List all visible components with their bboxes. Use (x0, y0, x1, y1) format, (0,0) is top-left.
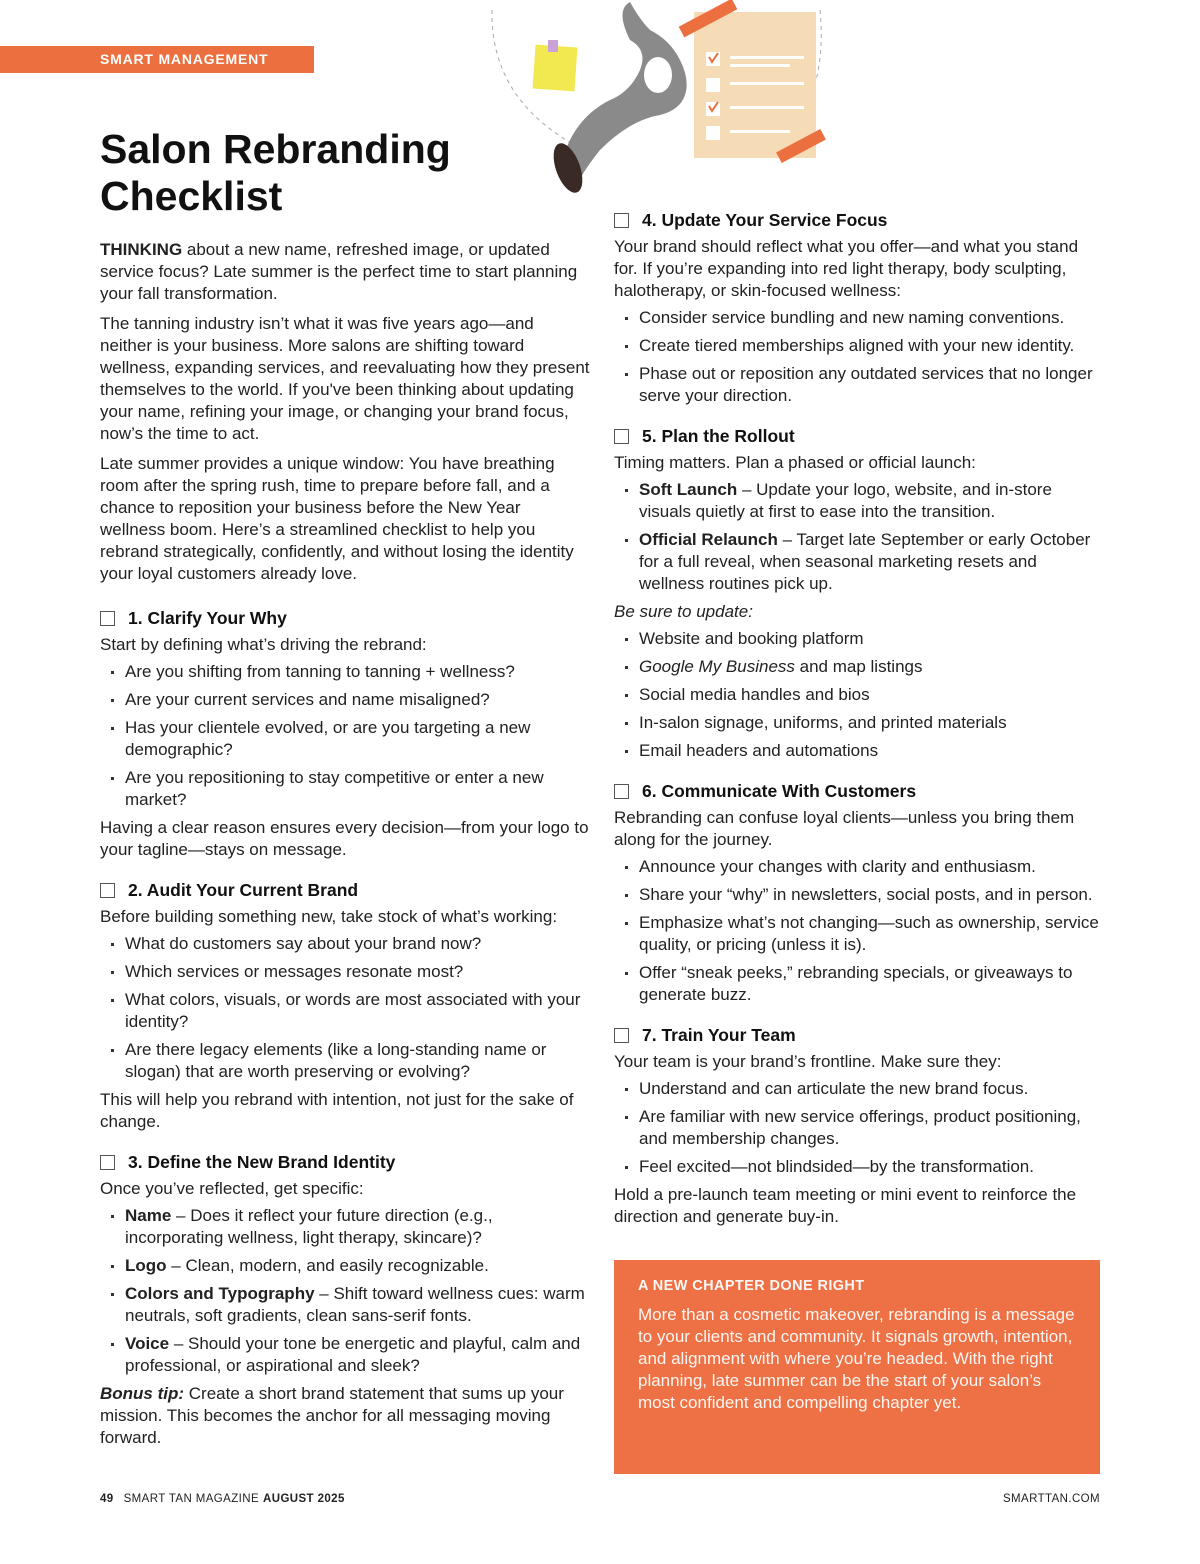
list-item: Share your “why” in newsletters, social posts, and in person. (614, 884, 1104, 906)
section-7-heading: 7. Train Your Team (614, 1024, 1104, 1046)
intro-paragraph-1: THINKING about a new name, refreshed image, or updated service focus? Late summer is the perfect time to start planning your fall transformation. (100, 240, 578, 303)
list-item: Offer “sneak peeks,” rebranding specials, or giveaways to generate buzz. (614, 962, 1104, 1006)
section-1-heading: 1. Clarify Your Why (100, 607, 590, 629)
page-title: Salon Rebranding Checklist (100, 126, 451, 219)
update-list (614, 628, 1104, 762)
list-item: Voice – Should your tone be energetic and playful, calm and professional, or aspirational and sleek? (100, 1333, 590, 1377)
list-item: Announce your changes with clarity and enthusiasm. (614, 856, 1104, 878)
callout-text: More than a cosmetic makeover, rebranding is a message to your clients and community. It signals growth, intention, and alignment with where you’re headed. With the right planning, late summer can be the start of your salon’s most confident and compelling chapter yet. (638, 1305, 1075, 1412)
intro-paragraph-2: The tanning industry isn’t what it was five years ago—and neither is your business. More salons are shifting toward wellness, expanding services, and reevaluating how they present themselves to the world. If you've been thinking about updating your name, refining your image, or changing your brand focus, now’s the time to act. (100, 314, 590, 443)
magazine-name: SMART TAN MAGAZINE (123, 1493, 260, 1505)
list-item: Logo – Clean, modern, and easily recognizable. (100, 1255, 590, 1277)
website-link[interactable]: SMARTTAN.COM (1002, 1493, 1100, 1505)
page-number: 49 (100, 1493, 114, 1505)
section-1-list (100, 661, 590, 811)
footer-left (100, 1493, 345, 1505)
section-2-list (100, 933, 590, 1083)
checkbox-section-7[interactable] (614, 1028, 629, 1043)
right-column (614, 209, 1104, 1236)
section-2-closing: This will help you rebrand with intention, not just for the sake of change. (100, 1090, 574, 1131)
list-item: What colors, visuals, or words are most associated with your identity? (100, 989, 590, 1033)
section-6-list (614, 856, 1104, 1006)
list-item: Create tiered memberships aligned with your new identity. (614, 335, 1104, 357)
checkbox-section-3[interactable] (100, 1155, 115, 1170)
list-item: Feel excited—not blindsided—by the transformation. (614, 1156, 1104, 1178)
section-6-lead: Rebranding can confuse loyal clients—unless you bring them along for the journey. (614, 808, 1075, 849)
list-item: In-salon signage, uniforms, and printed materials (614, 712, 1104, 734)
section-5-heading: 5. Plan the Rollout (614, 425, 1104, 447)
update-label: Be sure to update: (614, 602, 753, 621)
list-item: Official Relaunch – Target late September or early October for a full reveal, when seasonal marketing resets and wellness routines pick up. (614, 529, 1104, 595)
list-item: Phase out or reposition any outdated services that no longer serve your direction. (614, 363, 1104, 407)
checkbox-section-2[interactable] (100, 883, 115, 898)
checkbox-section-1[interactable] (100, 611, 115, 626)
left-column (100, 239, 590, 1457)
list-item: Are you repositioning to stay competitive or enter a new market? (100, 767, 590, 811)
issue-date: AUGUST 2025 (263, 1493, 345, 1505)
section-5-list (614, 479, 1104, 595)
list-item: What do customers say about your brand now? (100, 933, 590, 955)
list-item: Has your clientele evolved, or are you targeting a new demographic? (100, 717, 590, 761)
section-7-closing: Hold a pre-launch team meeting or mini event to reinforce the direction and generate buy-in. (614, 1185, 1077, 1226)
checkbox-section-6[interactable] (614, 784, 629, 799)
list-item: Email headers and automations (614, 740, 1104, 762)
section-2-heading: 2. Audit Your Current Brand (100, 879, 590, 901)
bonus-tip: Bonus tip: Create a short brand statement that sums up your mission. This becomes the anchor for all messaging moving forward. (100, 1384, 564, 1447)
list-item: Colors and Typography – Shift toward wellness cues: warm neutrals, soft gradients, clean sans-serif fonts. (100, 1283, 590, 1327)
checkbox-section-4[interactable] (614, 213, 629, 228)
section-5-lead: Timing matters. Plan a phased or official launch: (614, 453, 976, 472)
callout-box (614, 1260, 1100, 1474)
list-item: Are familiar with new service offerings, product positioning, and membership changes. (614, 1106, 1104, 1150)
section-2-lead: Before building something new, take stock of what’s working: (100, 907, 558, 926)
section-1-closing: Having a clear reason ensures every decision—from your logo to your tagline—stays on message. (100, 818, 589, 859)
list-item: Google My Business and map listings (614, 656, 1104, 678)
checkbox-section-5[interactable] (614, 429, 629, 444)
list-item: Which services or messages resonate most? (100, 961, 590, 983)
list-item: Social media handles and bios (614, 684, 1104, 706)
section-3-heading: 3. Define the New Brand Identity (100, 1151, 590, 1173)
list-item: Are your current services and name misaligned? (100, 689, 590, 711)
section-4-list (614, 307, 1104, 407)
section-7-list (614, 1078, 1104, 1178)
section-4-heading: 4. Update Your Service Focus (614, 209, 1104, 231)
list-item: Understand and can articulate the new brand focus. (614, 1078, 1104, 1100)
section-tag: SMART MANAGEMENT (0, 46, 314, 73)
list-item: Website and booking platform (614, 628, 1104, 650)
list-item: Emphasize what’s not changing—such as ownership, service quality, or pricing (unless it is). (614, 912, 1104, 956)
section-4-lead: Your brand should reflect what you offer—and what you stand for. If you’re expanding into red light therapy, body sculpting, halotherapy, or skin-focused wellness: (614, 237, 1079, 300)
section-6-heading: 6. Communicate With Customers (614, 780, 1104, 802)
list-item: Are there legacy elements (like a long-standing name or slogan) that are worth preserving or evolving? (100, 1039, 590, 1083)
callout-title: A NEW CHAPTER DONE RIGHT (638, 1278, 865, 1294)
list-item: Consider service bundling and new naming conventions. (614, 307, 1104, 329)
intro-paragraph-3: Late summer provides a unique window: You have breathing room after the spring rush, time to prepare before fall, and a chance to reposition your business before the New Year wellness boom. Here’s a streamlined checklist to help you rebrand strategically, confidently, and without losing the identity your loyal customers already love. (100, 454, 574, 583)
intro-lead: THINKING (100, 240, 183, 259)
section-7-lead: Your team is your brand’s frontline. Make sure they: (614, 1052, 1002, 1071)
section-3-list (100, 1205, 590, 1377)
list-item: Are you shifting from tanning to tanning + wellness? (100, 661, 590, 683)
section-3-lead: Once you’ve reflected, get specific: (100, 1179, 364, 1198)
list-item: Name – Does it reflect your future direction (e.g., incorporating wellness, light therapy, skincare)? (100, 1205, 590, 1249)
hand-ok-icon (560, 2, 687, 190)
section-1-lead: Start by defining what’s driving the rebrand: (100, 635, 427, 654)
list-item: Soft Launch – Update your logo, website, and in-store visuals quietly at first to ease into the transition. (614, 479, 1104, 523)
